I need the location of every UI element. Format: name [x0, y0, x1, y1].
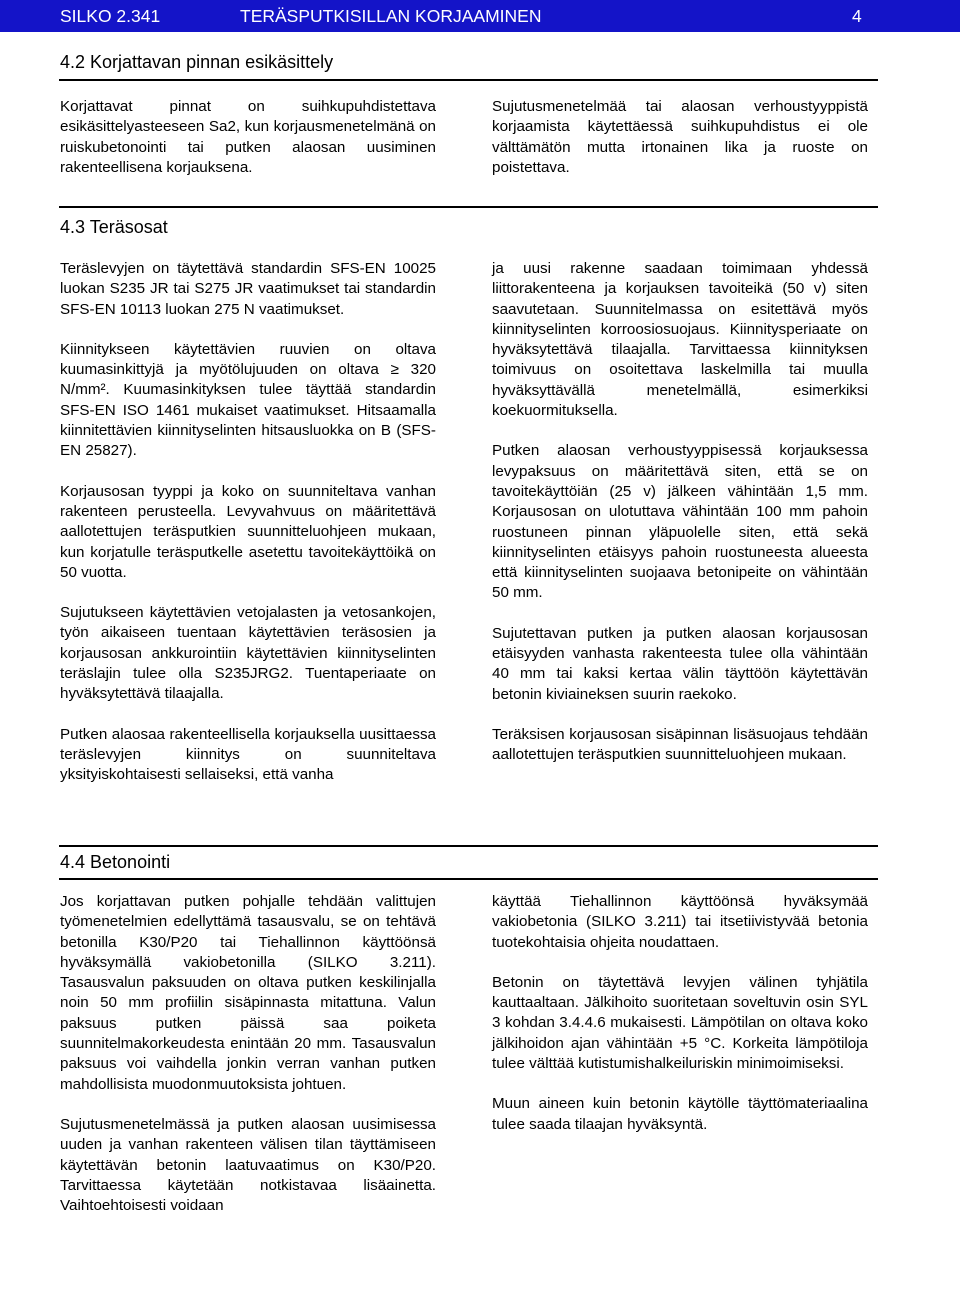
- section-title-4-2: 4.2 Korjattavan pinnan esikäsittely: [60, 52, 334, 72]
- paragraph: käyttää Tiehallinnon käyttöönsä hyväksymää vakiobetonia (SILKO 3.211) tai itsetiivistyvää betonia tuotekohtaisia ohjeita noudattaen.: [492, 893, 868, 951]
- paragraph: Sujutusmenetelmää tai alaosan verhoustyyppistä korjaamista käytettäessä suihkupuhdistus ei ole välttämätön mutta irtonainen lika ja ruoste on poistettava.: [492, 98, 868, 176]
- page-header: [0, 0, 960, 32]
- paragraph: Sujutukseen käytettävien vetojalasten ja vetosankojen, työn aikaiseen tuentaan käytettävien teräsosien ja korjausosan ankkurointiin käytettävien kiinnityselinten teräslajin tulee olla S235JRG2. Tuentaperiaate on hyväksytettävä tilaajalla.: [60, 604, 436, 703]
- paragraph: Betonin on täytettävä levyjen välinen tyhjätila kauttaaltaan. Jälkihoito suoritetaan soveltuvin osin SYL 3 kohdan 3.4.4.6 mukaisesti. Lämpötilan on oltava koko jälkihoidon ajan vähintään +5 °C. Korkeita lämpötiloja tulee välttää kutistumishalkeiluriskin minimoimiseksi.: [492, 973, 868, 1073]
- document-code: SILKO 2.341: [60, 6, 161, 26]
- section-rule: [59, 845, 878, 847]
- section-rule: [59, 206, 878, 208]
- paragraph: Putken alaosaa rakenteellisella korjauksella uusittaessa teräslevyjen kiinnitys on suunniteltava yksityiskohtaisesti sellaiseksi, että vanha: [60, 725, 436, 784]
- paragraph: Teräksisen korjausosan sisäpinnan lisäsuojaus tehdään aallotettujen teräsputkien suunnitteluohjeen mukaan.: [492, 725, 868, 764]
- paragraph: ja uusi rakenne saadaan toimimaan yhdessä liittorakenteena ja korjauksen tavoiteikä (50 v) siten saavutetaan. Suunnitelmassa on esitettävä myös kiinnityselinten korroosiosuojaus. Kiinnitysperiaate on hyväksytettävä tilaajalla. Tarvittaessa kiinnityksen toimivuus on osoitettava laskelmilla tai muulla hyväksyttävällä menetelmällä, esimerkiksi koekuormituksella.: [492, 260, 868, 420]
- paragraph: Muun aineen kuin betonin käytölle täyttömateriaalina tulee saada tilaajan hyväksyntä.: [492, 1095, 868, 1133]
- section-rule: [59, 79, 878, 81]
- paragraph: Kiinnitykseen käytettävien ruuvien on oltava kuumasinkittyjä ja myötölujuuden on oltava ≥ 320 N/mm². Kuumasinkityksen tulee täyttää standardin SFS-EN ISO 1461 mukaiset vaatimukset. Hitsaamalla kiinnitettävien kiinnityselinten hitsausluokka on B (SFS-EN 25827).: [60, 340, 436, 460]
- paragraph: Putken alaosan verhoustyyppisessä korjauksessa levypaksuus on määritettävä siten, että se on tavoitekäyttöiän (25 v) jälkeen vähintään 1,5 mm. Korjausosan on ulotuttava vähintään 100 mm pahoin ruostuneen pinnan yläpuolelle siten, että sekä kiinnityselinten etäisyys pahoin ruostuneesta alueesta että kiinnityselinten suojaava betonipeite on vähintään 50 mm.: [492, 442, 868, 602]
- section-4-2-right-column: [492, 97, 868, 178]
- paragraph: Korjausosan tyyppi ja koko on suunniteltava vanhan rakenteen perusteella. Levyvahvuus on määritettävä aallotettujen teräsputkien suunnitteluohjeen mukaan, kun korjatulle teräsputkelle asetettu tavoitekäyttöikä on 50 vuotta.: [60, 482, 436, 581]
- section-4-4-left-column: [60, 892, 436, 1216]
- section-4-3-left-column: [60, 259, 436, 786]
- section-4-3-right-column: [492, 259, 868, 766]
- paragraph: Sujutettavan putken ja putken alaosan korjausosan etäisyyden vanhasta rakenteesta tulee olla vähintään 40 mm tai kaksi kertaa välin täyttöön käytettävän betonin kiviaineksen suurin raekoko.: [492, 624, 868, 703]
- section-4-2-left-column: [60, 97, 436, 178]
- page-number: 4: [852, 6, 862, 26]
- document-title: TERÄSPUTKISILLAN KORJAAMINEN: [240, 6, 542, 26]
- section-4-4-right-column: [492, 892, 868, 1135]
- paragraph: Korjattavat pinnat on suihkupuhdistettava esikäsittelyasteeseen Sa2, kun korjausmenetelmänä on ruiskubetonointi tai putken alaosan uusiminen rakenteellisena korjauksena.: [60, 98, 436, 176]
- section-title-4-4: 4.4 Betonointi: [60, 852, 171, 872]
- section-rule: [59, 878, 878, 880]
- section-title-4-3: 4.3 Teräsosat: [60, 217, 168, 237]
- paragraph: Sujutusmenetelmässä ja putken alaosan uusimisessa uuden ja vanhan rakenteen välisen tilan täyttämiseen käytettävän betonin laatuvaatimus on K30/P20. Tarvittaessa käytetään notkistavaa lisäainetta. Vaihtoehtoisesti voidaan: [60, 1115, 436, 1215]
- paragraph: Teräslevyjen on täytettävä standardin SFS-EN 10025 luokan S235 JR tai S275 JR vaatimukset tai standardin SFS-EN 10113 luokan 275 N vaatimukset.: [60, 260, 436, 318]
- paragraph: Jos korjattavan putken pohjalle tehdään valittujen työmenetelmien edellyttämä tasausvalu, se on tehtävä betonilla K30/P20 tai Tiehallinnon käyttöönsä hyväksymällä vakiobetonilla (SILKO 3.211). Tasausvalun paksuuden on oltava putken keskilinjalla noin 50 mm profiilin sisäpinnasta mitattuna. Valun paksuus putken päissä saa poiketa suunnitelmakorkeudesta enintään 20 mm. Tasausvalun paksuus voi vaihdella jonkin verran vanhan putken mahdollisista muodonmuutoksista johtuen.: [60, 893, 436, 1093]
